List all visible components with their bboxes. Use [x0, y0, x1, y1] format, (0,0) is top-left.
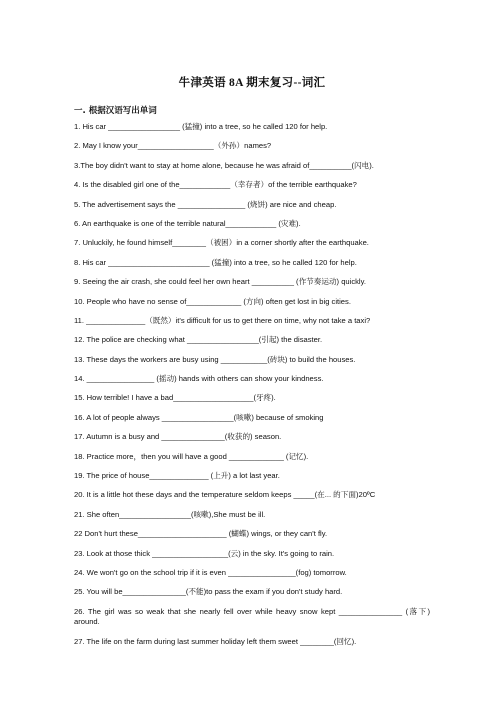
exercise-item-16: 16. A lot of people always _________________(咳嗽) because of smoking: [74, 412, 324, 422]
exercise-item-24: 24. We won't go on the school trip if it is even ________________(fog) tomorrow.: [74, 567, 347, 577]
exercise-item-20: 20. It is a little hot these days and the temperature seldom keeps _____(在... 的下面)20ºC: [74, 490, 376, 500]
exercise-item-2: 2. May I know your__________________（外孙）names?: [74, 141, 272, 151]
exercise-item-15: 15. How terrible! I have a bad___________________(牙疼).: [74, 393, 276, 403]
exercise-item-14: 14. ________________ (摇动) hands with others can show your kindness.: [74, 374, 324, 384]
exercise-item-23: 23. Look at those thick __________________(云) in the sky. It's going to rain.: [74, 548, 335, 558]
exercise-item-27: 27. The life on the farm during last summer holiday left them sweet ________(回忆).: [74, 636, 357, 646]
exercise-item-19: 19. The price of house______________ (上升) a lot last year.: [74, 471, 280, 481]
exercise-item-13: 13. These days the workers are busy using ___________(砖块) to build the houses.: [74, 354, 356, 364]
exercise-item-3: 3.The boy didn't want to stay at home alone, because he was afraid of__________(闪电).: [74, 160, 374, 170]
exercise-item-6: 6. An earthquake is one of the terrible natural____________ (灾难).: [74, 218, 301, 228]
exercise-list: [74, 122, 430, 656]
exercise-item-4: 4. Is the disabled girl one of the____________（幸存者）of the terrible earthquake?: [74, 180, 357, 190]
exercise-item-17: 17. Autumn is a busy and _______________(收获的) season.: [74, 432, 282, 442]
exercise-item-8: 8. His car ________________________ (猛撞) into a tree, so he called 120 for help.: [74, 257, 357, 267]
exercise-item-18: 18. Practice more，then you will have a good _____________ (记忆).: [74, 451, 309, 461]
section-heading: 一. 根据汉语写出单词: [74, 106, 157, 116]
exercise-item-25: 25. You will be_______________(不能)to pass the exam if you don't study hard.: [74, 587, 343, 597]
exercise-item-1: 1. His car _________________ (猛撞) into a tree, so he called 120 for help.: [74, 122, 328, 131]
exercise-item-12: 12. The police are checking what _________________(引起) the disaster.: [74, 335, 323, 345]
exercise-item-10: 10. People who have no sense of_____________ (方向) often get lost in big cities.: [74, 296, 351, 306]
exercise-item-26: 26. The girl was so weak that she nearly fell over while heavy snow kept _______________ (落下) around.: [74, 606, 430, 626]
page-title: 牛津英语 8A 期末复习--词汇: [178, 77, 326, 89]
exercise-item-5: 5. The advertisement says the ________________ (烧饼) are nice and cheap.: [74, 199, 337, 209]
exercise-item-7: 7. Unluckily, he found himself________（被困）in a corner shortly after the earthquake.: [74, 238, 369, 248]
exercise-item-11: 11. ______________（既然）it's difficult for us to get there on time, why not take a taxi?: [74, 315, 371, 325]
exercise-item-22: 22 Don't hurt these_____________________ (蝴蝶) wings, or they can't fly.: [74, 529, 328, 539]
exercise-item-9: 9. Seeing the air crash, she could feel her own heart __________ (作节奏运动) quickly.: [74, 277, 366, 287]
exercise-item-21: 21. She often_________________(咳嗽),She must be ill.: [74, 509, 266, 519]
